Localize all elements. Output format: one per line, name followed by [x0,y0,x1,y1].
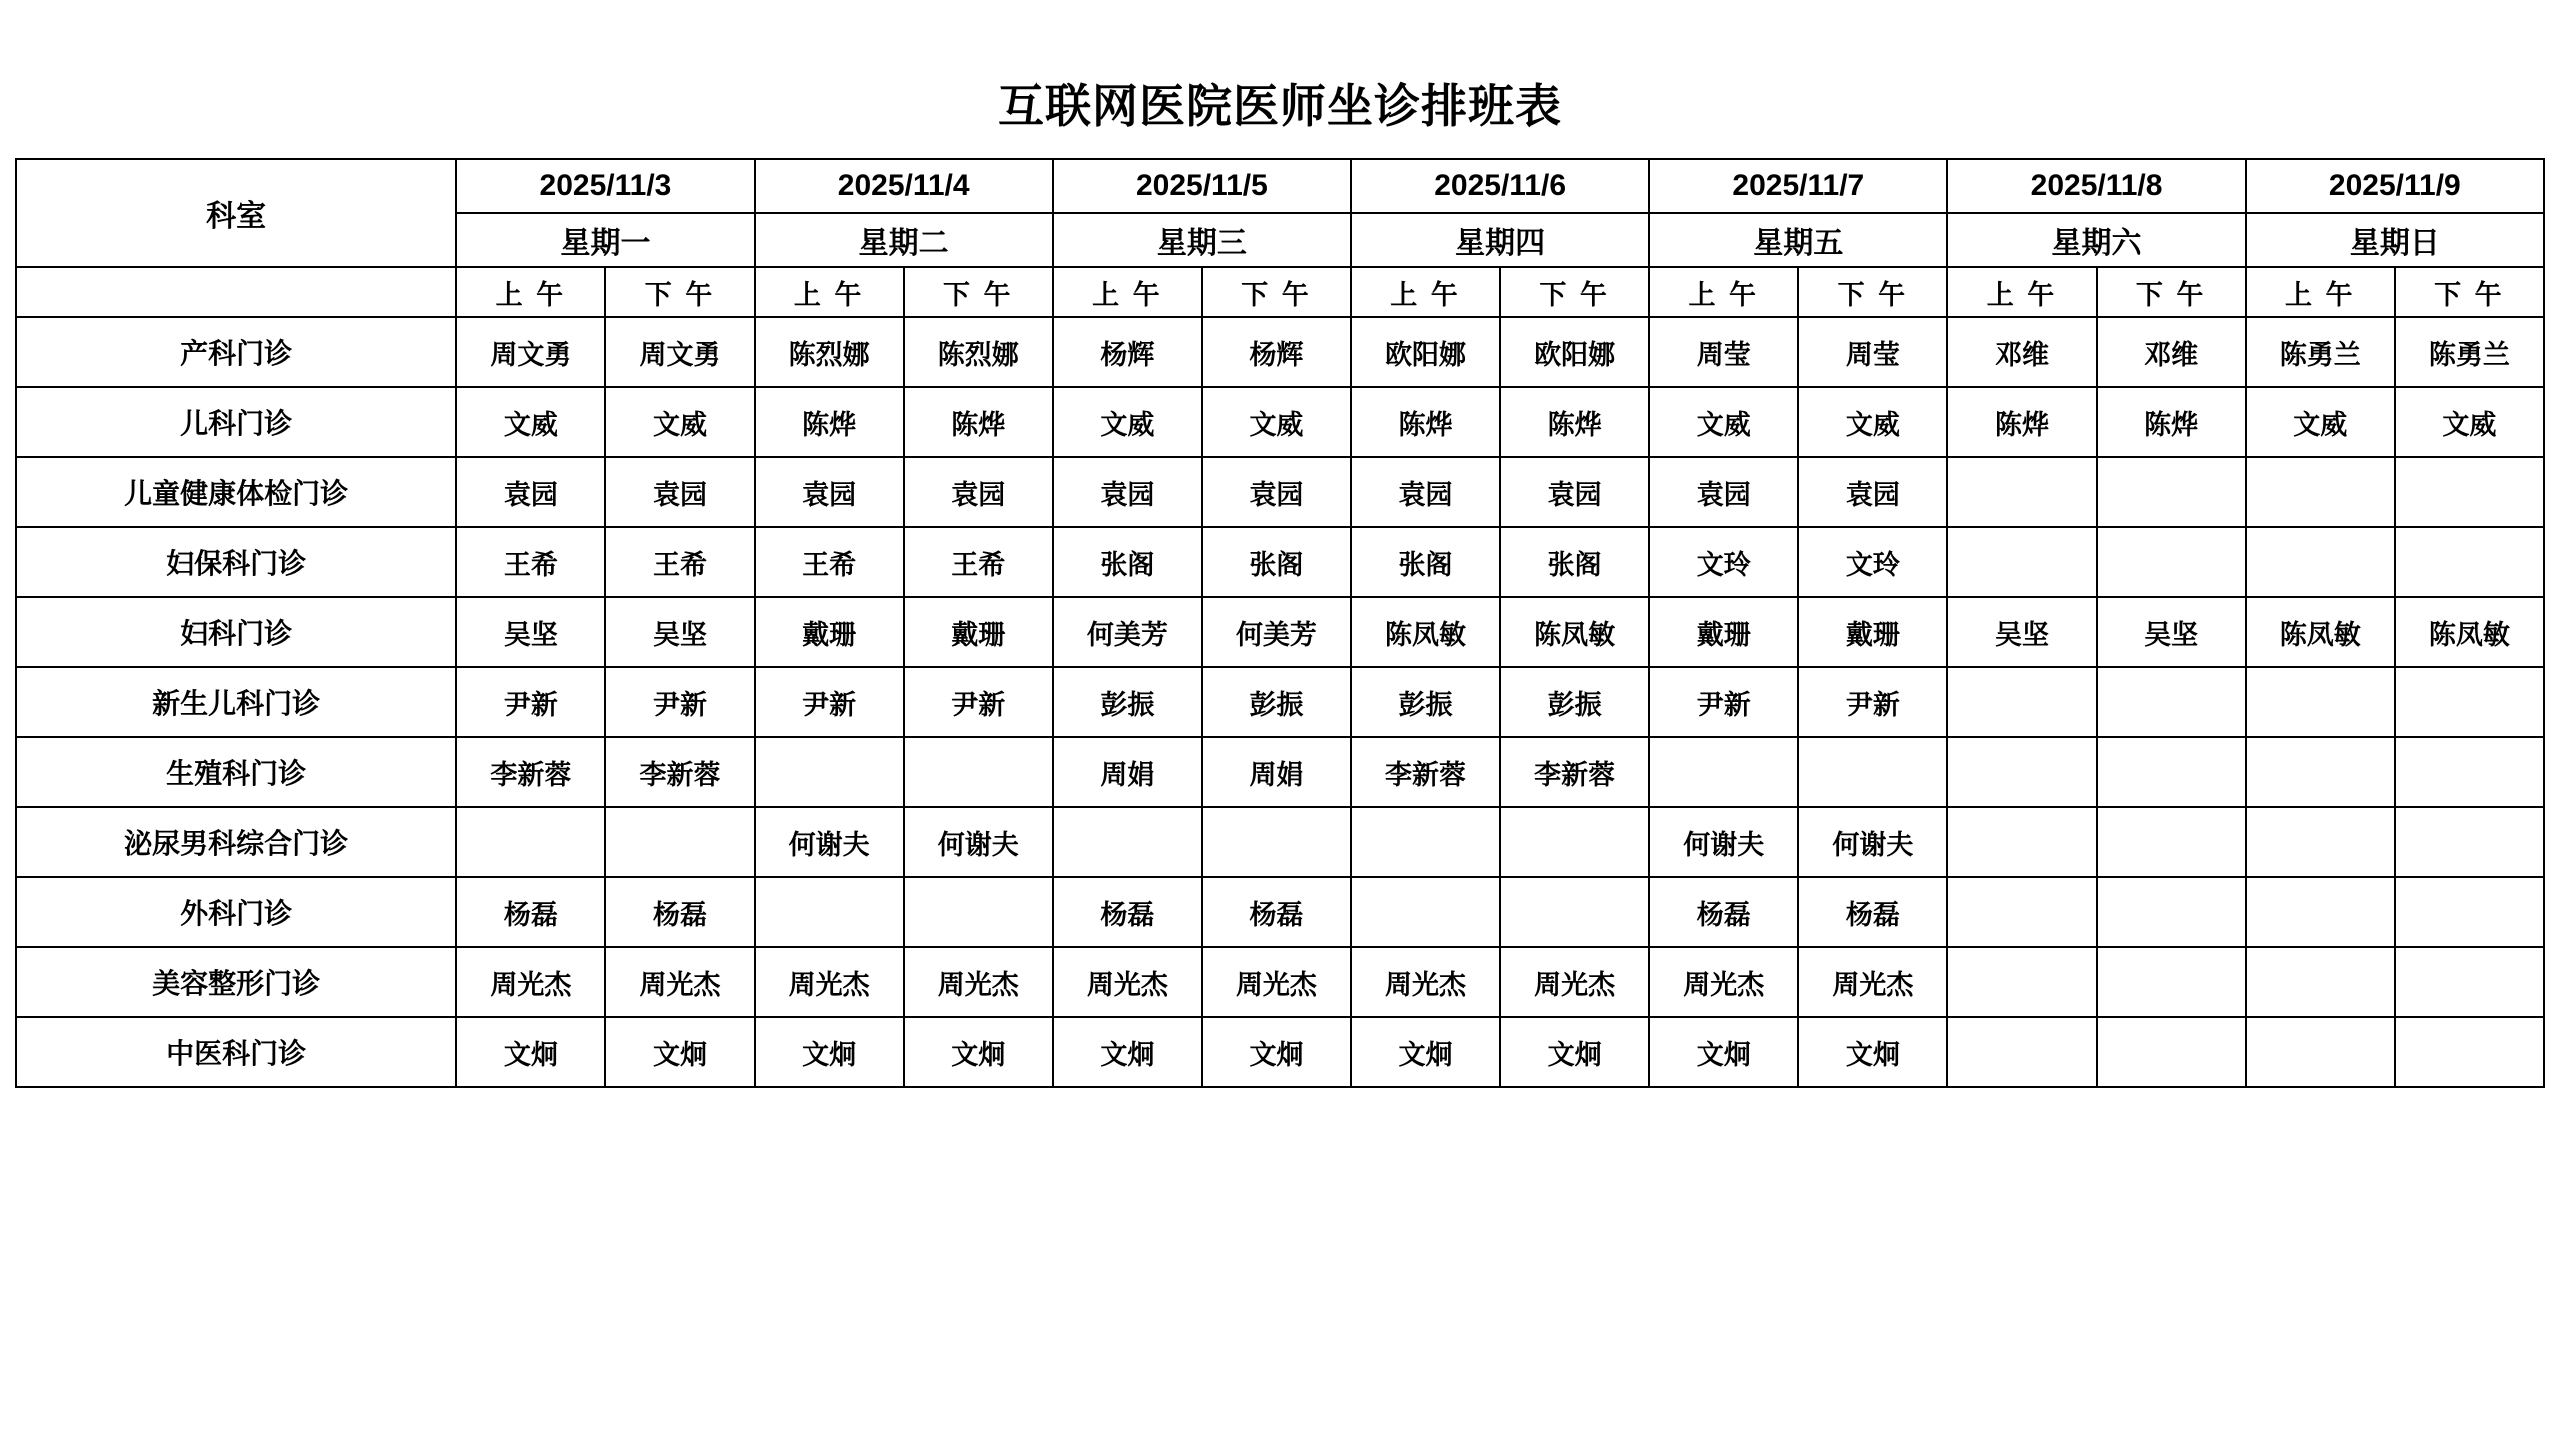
schedule-cell: 陈凤敏 [2395,597,2544,667]
schedule-cell [2246,457,2395,527]
am-header-3: 上 午 [1053,267,1202,317]
schedule-cell: 文威 [605,387,754,457]
schedule-cell: 尹新 [1649,667,1798,737]
schedule-cell: 周光杰 [1202,947,1351,1017]
schedule-cell: 周光杰 [1351,947,1500,1017]
schedule-cell [1351,807,1500,877]
weekday-header-5: 星期五 [1649,213,1947,267]
schedule-cell: 周文勇 [605,317,754,387]
weekday-header-4: 星期四 [1351,213,1649,267]
schedule-cell [904,737,1053,807]
schedule-cell: 文炯 [1649,1017,1798,1087]
schedule-cell [2246,877,2395,947]
schedule-cell: 张阁 [1053,527,1202,597]
dept-name-cell: 外科门诊 [16,877,456,947]
schedule-cell: 周光杰 [1798,947,1947,1017]
schedule-cell: 文威 [456,387,605,457]
schedule-cell: 周莹 [1798,317,1947,387]
schedule-cell: 李新蓉 [605,737,754,807]
schedule-cell: 王希 [755,527,904,597]
schedule-cell: 何谢夫 [755,807,904,877]
schedule-cell [2097,667,2246,737]
schedule-cell: 何美芳 [1053,597,1202,667]
schedule-cell: 文炯 [1053,1017,1202,1087]
schedule-cell [1500,877,1649,947]
schedule-cell: 吴坚 [605,597,754,667]
schedule-cell: 张阁 [1351,527,1500,597]
schedule-cell: 周莹 [1649,317,1798,387]
schedule-cell: 袁园 [605,457,754,527]
schedule-cell [2097,527,2246,597]
schedule-cell [2097,947,2246,1017]
schedule-cell: 李新蓉 [1351,737,1500,807]
schedule-cell [1947,1017,2096,1087]
schedule-cell: 文炯 [1202,1017,1351,1087]
table-row [16,527,2544,597]
schedule-cell [2246,737,2395,807]
schedule-cell: 陈勇兰 [2246,317,2395,387]
table-body [16,317,2544,1087]
schedule-cell: 王希 [456,527,605,597]
header-row-ampm [16,267,2544,317]
schedule-cell: 杨磊 [1798,877,1947,947]
schedule-cell: 袁园 [1202,457,1351,527]
schedule-cell [2246,807,2395,877]
date-header-3: 2025/11/5 [1053,159,1351,213]
schedule-table-container [0,158,2560,1088]
dept-name-cell: 产科门诊 [16,317,456,387]
dept-name-cell: 泌尿男科综合门诊 [16,807,456,877]
schedule-cell [456,807,605,877]
schedule-cell: 陈烨 [1500,387,1649,457]
schedule-cell: 陈烨 [904,387,1053,457]
schedule-cell [2097,1017,2246,1087]
schedule-cell: 彭振 [1351,667,1500,737]
ampm-spacer-cell [16,267,456,317]
schedule-cell: 周光杰 [904,947,1053,1017]
schedule-cell [2097,457,2246,527]
schedule-cell: 何谢夫 [1649,807,1798,877]
schedule-cell: 袁园 [755,457,904,527]
table-row [16,737,2544,807]
schedule-cell [2246,1017,2395,1087]
schedule-cell: 陈烈娜 [755,317,904,387]
am-header-1: 上 午 [456,267,605,317]
schedule-cell: 陈烨 [1947,387,2096,457]
schedule-cell: 周光杰 [755,947,904,1017]
schedule-cell: 彭振 [1202,667,1351,737]
header-row-dates [16,159,2544,213]
schedule-cell: 文炯 [755,1017,904,1087]
schedule-cell: 陈烨 [1351,387,1500,457]
dept-name-cell: 新生儿科门诊 [16,667,456,737]
schedule-cell: 文玲 [1649,527,1798,597]
schedule-cell [2395,457,2544,527]
schedule-cell: 文威 [1053,387,1202,457]
schedule-cell [2395,1017,2544,1087]
pm-header-3: 下 午 [1202,267,1351,317]
schedule-cell [2395,947,2544,1017]
table-row [16,457,2544,527]
schedule-cell: 袁园 [1649,457,1798,527]
schedule-cell: 袁园 [1798,457,1947,527]
schedule-cell: 袁园 [1500,457,1649,527]
schedule-cell: 尹新 [605,667,754,737]
dept-name-cell: 妇保科门诊 [16,527,456,597]
schedule-cell: 陈凤敏 [2246,597,2395,667]
schedule-cell: 周娟 [1053,737,1202,807]
schedule-cell [2395,527,2544,597]
schedule-cell [1947,457,2096,527]
schedule-cell: 邓维 [1947,317,2096,387]
schedule-cell: 尹新 [904,667,1053,737]
schedule-cell [2097,877,2246,947]
schedule-cell [1649,737,1798,807]
schedule-cell [2395,737,2544,807]
schedule-cell: 文炯 [456,1017,605,1087]
date-header-4: 2025/11/6 [1351,159,1649,213]
schedule-cell: 戴珊 [755,597,904,667]
schedule-cell: 文威 [1798,387,1947,457]
table-row [16,947,2544,1017]
schedule-cell: 陈烨 [755,387,904,457]
schedule-cell: 文威 [1649,387,1798,457]
schedule-cell [605,807,754,877]
schedule-cell: 周文勇 [456,317,605,387]
am-header-6: 上 午 [1947,267,2096,317]
schedule-cell [755,877,904,947]
schedule-cell: 杨磊 [605,877,754,947]
schedule-cell: 袁园 [1351,457,1500,527]
pm-header-2: 下 午 [904,267,1053,317]
schedule-cell: 何谢夫 [1798,807,1947,877]
date-header-5: 2025/11/7 [1649,159,1947,213]
schedule-cell: 文炯 [1351,1017,1500,1087]
schedule-cell: 陈烈娜 [904,317,1053,387]
schedule-cell: 杨辉 [1053,317,1202,387]
schedule-cell [904,877,1053,947]
schedule-cell: 邓维 [2097,317,2246,387]
am-header-7: 上 午 [2246,267,2395,317]
schedule-cell: 杨磊 [1202,877,1351,947]
am-header-5: 上 午 [1649,267,1798,317]
pm-header-6: 下 午 [2097,267,2246,317]
schedule-cell: 王希 [605,527,754,597]
schedule-cell: 文威 [2246,387,2395,457]
schedule-cell [1053,807,1202,877]
schedule-cell: 文玲 [1798,527,1947,597]
schedule-cell: 周光杰 [456,947,605,1017]
schedule-cell [1947,527,2096,597]
schedule-cell: 袁园 [456,457,605,527]
schedule-cell: 文炯 [605,1017,754,1087]
table-row [16,317,2544,387]
schedule-cell: 吴坚 [2097,597,2246,667]
pm-header-5: 下 午 [1798,267,1947,317]
schedule-cell [2097,807,2246,877]
schedule-cell [2395,807,2544,877]
schedule-cell: 文威 [2395,387,2544,457]
schedule-cell: 戴珊 [1649,597,1798,667]
table-row [16,877,2544,947]
schedule-cell: 欧阳娜 [1351,317,1500,387]
table-row [16,1017,2544,1087]
date-header-2: 2025/11/4 [755,159,1053,213]
schedule-table [15,158,2545,1088]
table-row [16,387,2544,457]
schedule-cell: 吴坚 [1947,597,2096,667]
weekday-header-3: 星期三 [1053,213,1351,267]
schedule-cell: 尹新 [1798,667,1947,737]
schedule-cell: 欧阳娜 [1500,317,1649,387]
table-row [16,597,2544,667]
schedule-cell: 杨辉 [1202,317,1351,387]
schedule-cell: 周光杰 [1649,947,1798,1017]
date-header-6: 2025/11/8 [1947,159,2245,213]
pm-header-1: 下 午 [605,267,754,317]
schedule-cell: 李新蓉 [456,737,605,807]
weekday-header-2: 星期二 [755,213,1053,267]
schedule-cell [1500,807,1649,877]
schedule-cell: 文炯 [904,1017,1053,1087]
weekday-header-7: 星期日 [2246,213,2544,267]
schedule-cell: 戴珊 [904,597,1053,667]
schedule-cell: 陈凤敏 [1351,597,1500,667]
schedule-cell [2246,947,2395,1017]
schedule-cell [2395,667,2544,737]
table-row [16,667,2544,737]
dept-column-header: 科室 [16,159,456,267]
schedule-cell: 何谢夫 [904,807,1053,877]
schedule-cell [1947,877,2096,947]
schedule-cell [2395,877,2544,947]
schedule-cell [1947,947,2096,1017]
date-header-7: 2025/11/9 [2246,159,2544,213]
dept-name-cell: 生殖科门诊 [16,737,456,807]
schedule-cell [2246,667,2395,737]
schedule-cell [2246,527,2395,597]
weekday-header-1: 星期一 [456,213,754,267]
dept-name-cell: 美容整形门诊 [16,947,456,1017]
schedule-cell [755,737,904,807]
schedule-cell: 何美芳 [1202,597,1351,667]
schedule-cell: 陈凤敏 [1500,597,1649,667]
schedule-cell: 周娟 [1202,737,1351,807]
schedule-cell: 王希 [904,527,1053,597]
schedule-cell: 袁园 [1053,457,1202,527]
schedule-cell: 李新蓉 [1500,737,1649,807]
dept-name-cell: 儿科门诊 [16,387,456,457]
schedule-cell [1947,807,2096,877]
pm-header-7: 下 午 [2395,267,2544,317]
schedule-cell [1798,737,1947,807]
schedule-cell [1202,807,1351,877]
schedule-cell: 周光杰 [1053,947,1202,1017]
schedule-cell: 彭振 [1053,667,1202,737]
table-head [16,159,2544,317]
schedule-cell: 周光杰 [605,947,754,1017]
schedule-cell: 吴坚 [456,597,605,667]
schedule-cell: 张阁 [1202,527,1351,597]
schedule-cell: 杨磊 [1649,877,1798,947]
schedule-cell: 杨磊 [1053,877,1202,947]
schedule-cell: 尹新 [755,667,904,737]
dept-name-cell: 儿童健康体检门诊 [16,457,456,527]
schedule-cell [2097,737,2246,807]
schedule-cell: 杨磊 [456,877,605,947]
am-header-4: 上 午 [1351,267,1500,317]
schedule-cell [1947,737,2096,807]
dept-name-cell: 妇科门诊 [16,597,456,667]
schedule-cell [1351,877,1500,947]
dept-name-cell: 中医科门诊 [16,1017,456,1087]
schedule-cell: 陈烨 [2097,387,2246,457]
schedule-cell: 袁园 [904,457,1053,527]
schedule-cell: 文炯 [1798,1017,1947,1087]
schedule-cell: 尹新 [456,667,605,737]
schedule-cell: 文炯 [1500,1017,1649,1087]
table-row [16,807,2544,877]
schedule-cell [1947,667,2096,737]
am-header-2: 上 午 [755,267,904,317]
pm-header-4: 下 午 [1500,267,1649,317]
weekday-header-6: 星期六 [1947,213,2245,267]
schedule-cell: 文威 [1202,387,1351,457]
schedule-cell: 陈勇兰 [2395,317,2544,387]
page-title: 互联网医院医师坐诊排班表 [998,80,1562,132]
date-header-1: 2025/11/3 [456,159,754,213]
schedule-cell: 周光杰 [1500,947,1649,1017]
schedule-cell: 张阁 [1500,527,1649,597]
schedule-cell: 戴珊 [1798,597,1947,667]
schedule-cell: 彭振 [1500,667,1649,737]
